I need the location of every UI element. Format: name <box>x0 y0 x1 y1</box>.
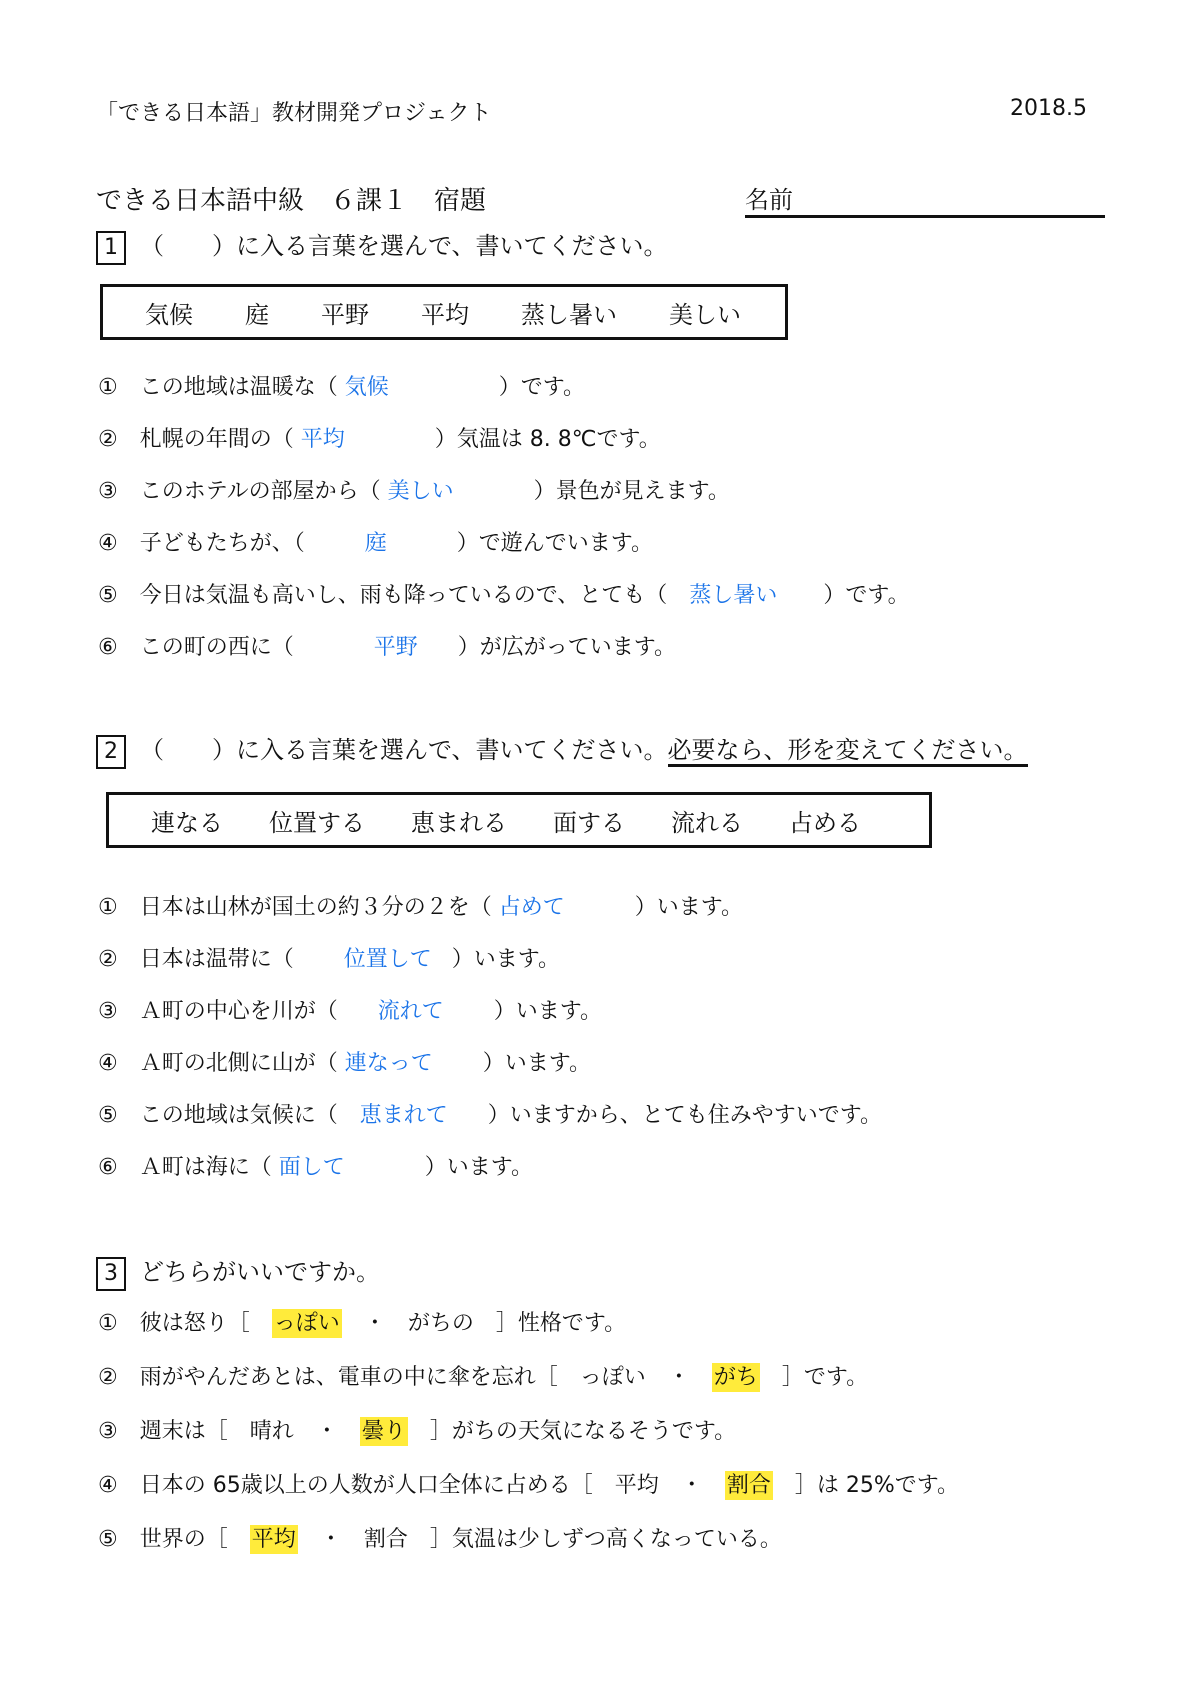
section3-instruction: どちらがいいですか。 <box>140 1258 380 1286</box>
answer: 美しい <box>387 479 454 504</box>
answer: 連なって <box>344 1051 433 1076</box>
word-bank-item: 位置する <box>269 808 365 837</box>
name-label: 名前 <box>745 180 1105 218</box>
answer: 庭 <box>364 531 387 556</box>
word-bank-item: 占める <box>789 808 861 837</box>
answer: 位置して <box>343 947 432 972</box>
section2-word-box <box>106 792 932 848</box>
answer: 面して <box>278 1155 345 1180</box>
section1-question: ⑥ この町の西に（ 平野 ）が広がっています。 <box>98 635 677 660</box>
word-bank-item: 連なる <box>151 808 223 837</box>
section1-question: ① この地域は温暖な（ 気候 ）です。 <box>98 375 586 400</box>
section2-question: ⑤ この地域は気候に（ 恵まれて ）いますから、とても住みやすいです。 <box>98 1103 883 1128</box>
choice[interactable]: がちの <box>407 1311 474 1336</box>
choice-selected[interactable]: っぽい <box>273 1311 340 1336</box>
choice-selected[interactable]: 曇り <box>361 1419 406 1444</box>
section2-question: ② 日本は温帯に（ 位置して ）います。 <box>98 947 561 972</box>
word-bank-item: 気候 <box>145 300 193 329</box>
section2-question: ① 日本は山林が国土の約３分の２を（ 占めて ）います。 <box>98 895 744 920</box>
answer: 占めて <box>498 895 565 920</box>
answer: 平均 <box>300 427 345 452</box>
section1-question: ⑤ 今日は気温も高いし、雨も降っているので、とても（ 蒸し暑い ）です。 <box>98 583 910 608</box>
section3-question: ⑤ 世界の［ 平均 ・ 割合 ］気温は少しずつ高くなっている。 <box>98 1527 782 1552</box>
section3-question: ② 雨がやんだあとは、電車の中に傘を忘れ［ っぽい ・ がち ］です。 <box>98 1365 869 1390</box>
section2-number: 2 <box>96 735 126 769</box>
choice-selected[interactable]: がち <box>713 1365 758 1390</box>
date: 2018.5 <box>1010 96 1087 121</box>
section1-instruction: （ ）に入る言葉を選んで、書いてください。 <box>140 232 668 260</box>
section1-heading <box>96 226 668 265</box>
word-bank-item: 庭 <box>245 300 269 329</box>
answer: 流れて <box>377 999 444 1024</box>
word-bank-item: 蒸し暑い <box>521 300 617 329</box>
word-bank-item: 恵まれる <box>411 808 507 837</box>
section2-question: ⑥ Ａ町は海に（ 面して ）います。 <box>98 1155 534 1180</box>
section2-instruction: （ ）に入る言葉を選んで、書いてください。 <box>140 736 668 764</box>
section2-question: ③ Ａ町の中心を川が（ 流れて ）います。 <box>98 999 603 1024</box>
choice-selected[interactable]: 割合 <box>726 1473 771 1498</box>
word-bank-item: 平均 <box>421 300 469 329</box>
section1-question: ② 札幌の年間の（ 平均 ）気温は 8. 8℃です。 <box>98 427 661 452</box>
project-header: 「できる日本語」教材開発プロジェクト <box>96 101 492 126</box>
choice[interactable]: 割合 <box>363 1527 408 1552</box>
answer: 蒸し暑い <box>689 583 778 608</box>
choice[interactable]: っぽい <box>579 1365 646 1390</box>
word-bank-item: 美しい <box>669 300 741 329</box>
name-field[interactable] <box>745 180 1105 218</box>
page-title: できる日本語中級 ６課１ 宿題 <box>96 186 487 216</box>
section3-question: ④ 日本の 65歳以上の人数が人口全体に占める［ 平均 ・ 割合 ］は 25%です。 <box>98 1473 959 1498</box>
section1-number: 1 <box>96 231 126 265</box>
answer: 気候 <box>344 375 389 400</box>
section1-question: ③ このホテルの部屋から（ 美しい ）景色が見えます。 <box>98 479 730 504</box>
section3-question: ① 彼は怒り［ っぽい ・ がちの ］性格です。 <box>98 1311 627 1336</box>
choice[interactable]: 平均 <box>614 1473 659 1498</box>
word-bank-item: 平野 <box>321 300 369 329</box>
section2-question: ④ Ａ町の北側に山が（ 連なって ）います。 <box>98 1051 592 1076</box>
section3-question: ③ 週末は［ 晴れ ・ 曇り ］がちの天気になるそうです。 <box>98 1419 737 1444</box>
choice[interactable]: 晴れ <box>249 1419 294 1444</box>
section2-heading <box>96 730 1028 769</box>
word-bank-item: 流れる <box>671 808 743 837</box>
section3-number: 3 <box>96 1257 126 1291</box>
word-bank-item: 面する <box>553 808 625 837</box>
section2-instruction-underlined: 必要なら、形を変えてください。 <box>668 736 1028 767</box>
choice-selected[interactable]: 平均 <box>251 1527 296 1552</box>
answer: 恵まれて <box>359 1103 448 1128</box>
section3-heading <box>96 1252 380 1291</box>
section1-question: ④ 子どもたちが、（ 庭 ）で遊んでいます。 <box>98 531 654 556</box>
answer: 平野 <box>373 635 418 660</box>
section1-word-box <box>100 284 788 340</box>
